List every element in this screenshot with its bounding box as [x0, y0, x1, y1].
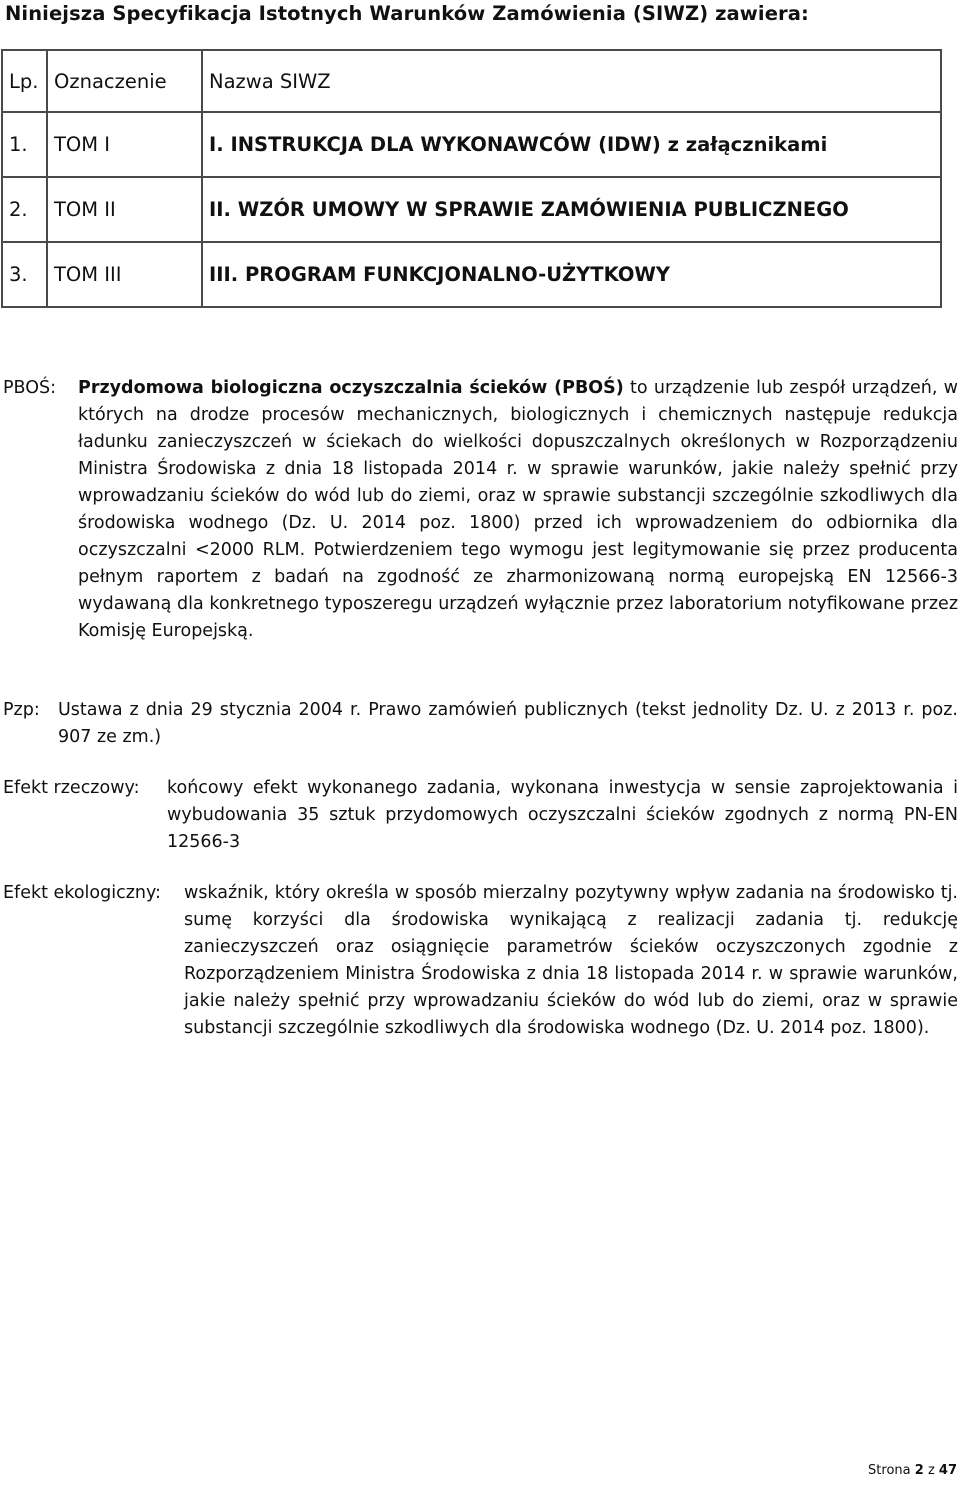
row-name: II. WZÓR UMOWY W SPRAWIE ZAMÓWIENIA PUBLICZNEGO [202, 177, 941, 242]
definition-body: końcowy efekt wykonanego zadania, wykonana inwestycja w sensie zaprojektowania i wybudowania 35 sztuk przydomowych oczyszczalni ścieków zgodnych z normą PN-EN 12566-3 [167, 778, 958, 852]
table-header-row [2, 50, 941, 112]
header-nazwa: Nazwa SIWZ [202, 50, 941, 112]
definition-label: Pzp: [3, 700, 40, 720]
definition-body [78, 375, 958, 645]
definition-label: Efekt rzeczowy: [3, 778, 140, 798]
contents-table [1, 49, 942, 308]
definition-efekt-rzeczowy [3, 775, 958, 856]
header-oznaczenie: Oznaczenie [47, 50, 202, 112]
definition-term: Przydomowa biologiczna oczyszczalnia ścieków (PBOŚ) [78, 378, 624, 398]
row-code: TOM III [47, 242, 202, 307]
total-pages: 47 [938, 1463, 957, 1478]
table-row [2, 112, 941, 177]
row-lp: 3. [2, 242, 47, 307]
header-lp: Lp. [2, 50, 47, 112]
definition-pbos [3, 375, 958, 645]
row-lp: 2. [2, 177, 47, 242]
table-row [2, 177, 941, 242]
definition-body: wskaźnik, który określa w sposób mierzalny pozytywny wpływ zadania na środowisko tj. sumę korzyści dla środowiska wynikającą z realizacji zadania tj. redukcję zanieczyszczeń oraz osiągnięcie parametrów ścieków oczyszczonych zgodnie z Rozporządzeniem Ministra Środowiska z dnia 18 listopada 2014 r. w sprawie warunków, jakie należy spełnić przy wprowadzaniu ścieków do wód lub do ziemi, oraz w sprawie substancji szczególnie szkodliwych dla środowiska wodnego (Dz. U. 2014 poz. 1800). [184, 883, 958, 1038]
document-heading: Niniejsza Specyfikacja Istotnych Warunków Zamówienia (SIWZ) zawiera: [5, 2, 809, 25]
current-page: 2 [914, 1463, 924, 1478]
row-code: TOM I [47, 112, 202, 177]
definition-label: Efekt ekologiczny: [3, 883, 161, 903]
definition-label: PBOŚ: [3, 378, 57, 398]
page-prefix: Strona [868, 1463, 911, 1478]
definition-body: Ustawa z dnia 29 stycznia 2004 r. Prawo zamówień publicznych (tekst jednolity Dz. U. z 2013 r. poz. 907 ze zm.) [58, 700, 958, 747]
definition-pzp [3, 697, 958, 751]
row-name: I. INSTRUKCJA DLA WYKONAWCÓW (IDW) z załącznikami [202, 112, 941, 177]
row-lp: 1. [2, 112, 47, 177]
page-separator: z [927, 1463, 935, 1478]
definition-text: to urządzenie lub zespół urządzeń, w których na drodze procesów mechanicznych, biologicznych i chemicznych następuje redukcja ładunku zanieczyszczeń w ściekach do wielkości dopuszczalnych określonych w Rozporządzeniu Ministra Środowiska z dnia 18 listopada 2014 r. w sprawie warunków, jakie należy spełnić przy wprowadzaniu ścieków do wód lub do ziemi, oraz w sprawie substancji szczególnie szkodliwych dla środowiska wodnego (Dz. U. 2014 poz. 1800) przed ich wprowadzeniem do odbiornika dla oczyszczalni <2000 RLM. Potwierdzeniem tego wymogu jest legitymowanie się przez producenta pełnym raportem z badań na zgodność ze zharmonizowaną normą europejską EN 12566-3 wydawaną dla konkretnego typoszeregu urządzeń wyłącznie przez laboratorium notyfikowane przez Komisję Europejską. [78, 378, 958, 641]
row-code: TOM II [47, 177, 202, 242]
page-number [868, 1463, 957, 1478]
row-name: III. PROGRAM FUNKCJONALNO-UŻYTKOWY [202, 242, 941, 307]
table-row [2, 242, 941, 307]
definition-efekt-ekologiczny [3, 880, 958, 1042]
